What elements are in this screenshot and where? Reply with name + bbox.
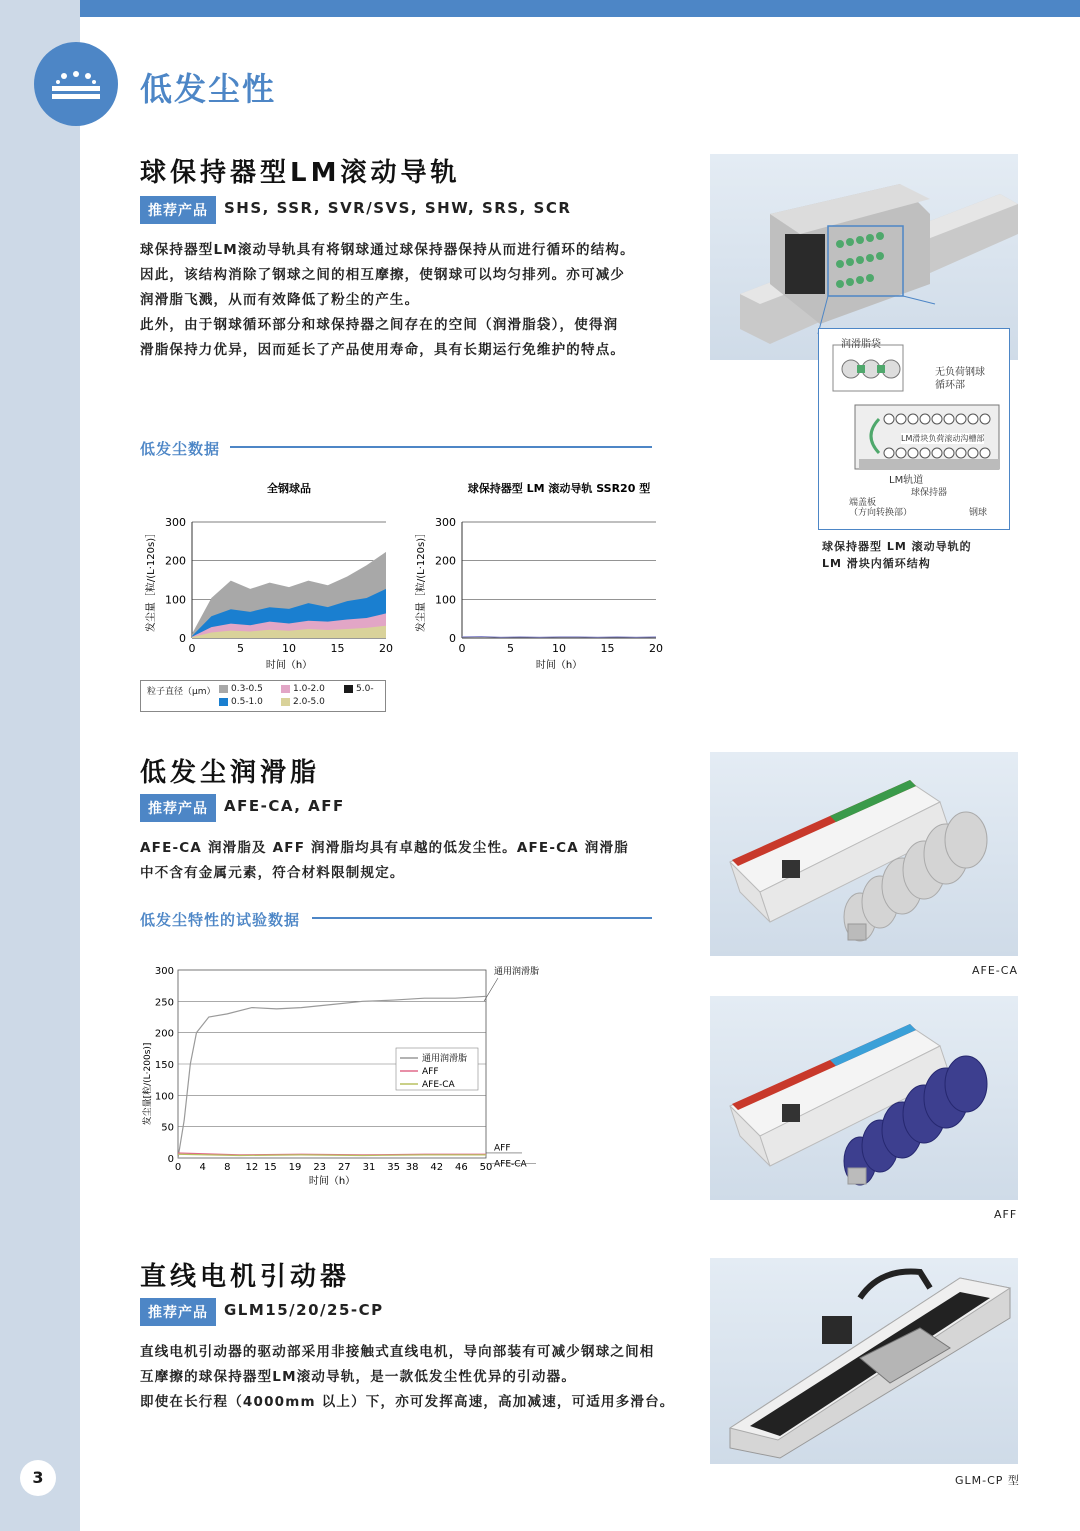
section3-tag: 推荐产品 [140, 1298, 216, 1326]
legend-item: 0.5-1.0 [231, 697, 263, 707]
x-tick-label: 0 [174, 1162, 182, 1173]
x-tick-label: 35 [387, 1162, 400, 1173]
afe-ca-caption: AFE-CA [972, 964, 1018, 977]
subhead-low-dust-data: 低发尘数据 [140, 440, 221, 458]
x-tick-label: 12 [245, 1162, 259, 1173]
chart-title: 球保持器型 LM 滚动导轨 SSR20 型 [467, 482, 651, 495]
para-line: 因此，该结构消除了钢球之间的相互摩擦，使钢球可以均匀排列。亦可减少 [140, 267, 626, 283]
legend-swatch [219, 685, 228, 693]
x-tick-label: 0 [188, 642, 196, 655]
particle-legend [140, 680, 386, 712]
legend-swatch [219, 698, 228, 706]
section3-products: GLM15/20/25-CP [224, 1301, 384, 1319]
y-tick-label: 300 [435, 516, 456, 529]
section1-products: SHS, SSR, SVR/SVS, SHW, SRS, SCR [224, 199, 572, 217]
low-dust-icon [34, 42, 118, 126]
x-axis-label: 时间（h） [535, 660, 583, 671]
y-tick-label: 200 [435, 554, 456, 568]
y-tick-label: 150 [154, 1060, 174, 1071]
y-tick-label: 300 [165, 516, 186, 529]
y-axis-label: 发尘量[粒/(L·200s)] [143, 1042, 153, 1126]
y-tick-label: 0 [179, 632, 186, 645]
y-tick-label: 0 [167, 1154, 174, 1165]
subhead-test-data: 低发尘特性的试验数据 [140, 911, 301, 929]
para-line: 滑脂保持力优异，因而延长了产品使用寿命，具有长期运行免维护的特点。 [140, 342, 626, 358]
linear-motor-actuator-illustration [710, 1258, 1018, 1464]
y-axis-label: 发尘量［粒/(L·120s)］ [416, 527, 427, 633]
section2-tag: 推荐产品 [140, 794, 216, 822]
x-tick-label: 0 [458, 642, 466, 655]
section2-products: AFE-CA, AFF [224, 797, 345, 815]
caption-line: LM 滑块内循环结构 [822, 557, 931, 570]
x-tick-label: 5 [507, 642, 514, 655]
aff-caption: AFF [994, 1208, 1018, 1221]
afe-ca-photo [710, 752, 1018, 956]
para-line: 即使在长行程（4000mm 以上）下，亦可发挥高速，高加减速，可适用多滑台。 [140, 1394, 675, 1410]
label-unload2: 循环部 [935, 380, 965, 391]
label-endplate2: （方向转换部） [849, 508, 913, 518]
section-icon [34, 42, 118, 126]
x-tick-label: 42 [430, 1162, 444, 1173]
x-tick-label: 27 [337, 1162, 351, 1173]
chart-grease-dust [140, 958, 560, 1190]
section3-title: 直线电机引动器 [140, 1262, 351, 1292]
glm-photo [710, 1258, 1018, 1464]
y-tick-label: 100 [165, 593, 186, 607]
section2-title: 低发尘润滑脂 [140, 758, 321, 788]
y-tick-label: 200 [154, 1028, 174, 1040]
y-tick-label: 300 [154, 966, 174, 977]
x-tick-label: 10 [552, 642, 566, 655]
para-line: AFE-CA 润滑脂及 AFF 润滑脂均具有卓越的低发尘性。AFE-CA 润滑脂 [140, 840, 629, 856]
x-tick-label: 46 [454, 1162, 468, 1173]
subhead-line [312, 917, 652, 919]
x-tick-label: 38 [405, 1162, 419, 1173]
caption-line: 球保持器型 LM 滚动导轨的 [822, 540, 972, 553]
x-tick-label: 5 [237, 642, 244, 655]
para-line: 球保持器型LM滚动导轨具有将钢球通过球保持器保持从而进行循环的结构。 [140, 242, 635, 258]
label-retainer: 球保持器 [911, 488, 948, 498]
legend-swatch [344, 685, 353, 693]
circulation-structure-drawing [819, 329, 1009, 529]
top-bar [0, 0, 1080, 17]
annotation-afe-ca: AFE-CA [494, 1159, 527, 1170]
para-line: 此外，由于钢球循环部分和球保持器之间存在的空间（润滑脂袋），使得润 [140, 317, 619, 333]
label-unload: 无负荷钢球 [935, 367, 985, 378]
chart-title: 全钢球品 [267, 482, 311, 495]
label-endplate: 端盖板 [849, 498, 877, 508]
y-tick-label: 0 [449, 632, 456, 645]
glm-caption: GLM-CP 型 [955, 1474, 1020, 1487]
section1-paragraph [140, 238, 680, 363]
aff-cartridge-illustration [710, 996, 1018, 1200]
label-rail: LM轨道 [889, 475, 924, 486]
x-tick-label: 15 [264, 1162, 277, 1173]
section3-paragraph [140, 1340, 700, 1415]
legend-item: 2.0-5.0 [293, 697, 325, 707]
legend-label: AFE-CA [422, 1080, 455, 1090]
chart-all-steel-ball [140, 478, 400, 674]
legend-swatch [281, 685, 290, 693]
x-tick-label: 15 [600, 642, 615, 655]
label-pocket: 润滑脂袋 [841, 339, 881, 350]
legend-item: 0.3-0.5 [231, 684, 263, 694]
y-tick-label: 50 [161, 1122, 174, 1134]
afe-ca-cartridge-illustration [710, 752, 1018, 956]
section1-tag: 推荐产品 [140, 196, 216, 224]
section1-title: 球保持器型LM滚动导轨 [140, 158, 461, 188]
x-tick-label: 19 [288, 1162, 302, 1173]
section2-paragraph [140, 836, 680, 886]
y-tick-label: 200 [165, 554, 186, 568]
x-tick-label: 4 [199, 1162, 206, 1173]
x-tick-label: 8 [224, 1162, 231, 1173]
x-tick-label: 20 [379, 642, 393, 655]
legend-label: 通用润滑脂 [422, 1054, 468, 1064]
legend-item: 5.0- [356, 684, 374, 694]
subhead-line [230, 446, 652, 448]
page-number: 3 [20, 1460, 56, 1496]
para-line: 互摩擦的球保持器型LM滚动导轨，是一款低发尘性优异的引动器。 [140, 1369, 577, 1385]
x-tick-label: 10 [282, 642, 296, 655]
x-tick-label: 31 [362, 1162, 376, 1173]
annotation-aff: AFF [494, 1143, 511, 1154]
x-tick-label: 23 [313, 1162, 327, 1173]
diagram-caption [822, 538, 972, 572]
y-tick-label: 250 [154, 997, 174, 1009]
para-line: 中不含有金属元素，符合材料限制规定。 [140, 865, 405, 881]
x-tick-label: 15 [330, 642, 345, 655]
label-ball: 钢球 [969, 508, 988, 518]
legend-label: 粒子直径（μm） [147, 687, 216, 697]
y-axis-label: 发尘量［粒/(L·120s)］ [146, 527, 157, 633]
para-line: 直线电机引动器的驱动部采用非接触式直线电机，导向部装有可减少钢球之间相 [140, 1344, 655, 1360]
annotation-general-grease: 通用润滑脂 [494, 967, 540, 977]
x-tick-label: 50 [479, 1162, 493, 1173]
circulation-diagram [818, 328, 1010, 530]
x-axis-label: 时间（h） [308, 1176, 356, 1187]
x-axis-label: 时间（h） [265, 660, 313, 671]
chart-ssr20 [410, 478, 663, 674]
legend-label: AFF [422, 1067, 439, 1077]
legend-swatch [281, 698, 290, 706]
section-title: 低发尘性 [140, 70, 277, 108]
label-groove: LM滑块负荷滚动沟槽部 [901, 434, 985, 443]
y-tick-label: 100 [435, 593, 456, 607]
series-line-total [462, 636, 656, 637]
para-line: 润滑脂飞溅，从而有效降低了粉尘的产生。 [140, 292, 420, 308]
x-tick-label: 20 [649, 642, 663, 655]
y-tick-label: 100 [154, 1091, 174, 1103]
aff-photo [710, 996, 1018, 1200]
left-sidebar [0, 0, 80, 1531]
legend-item: 1.0-2.0 [293, 684, 325, 694]
